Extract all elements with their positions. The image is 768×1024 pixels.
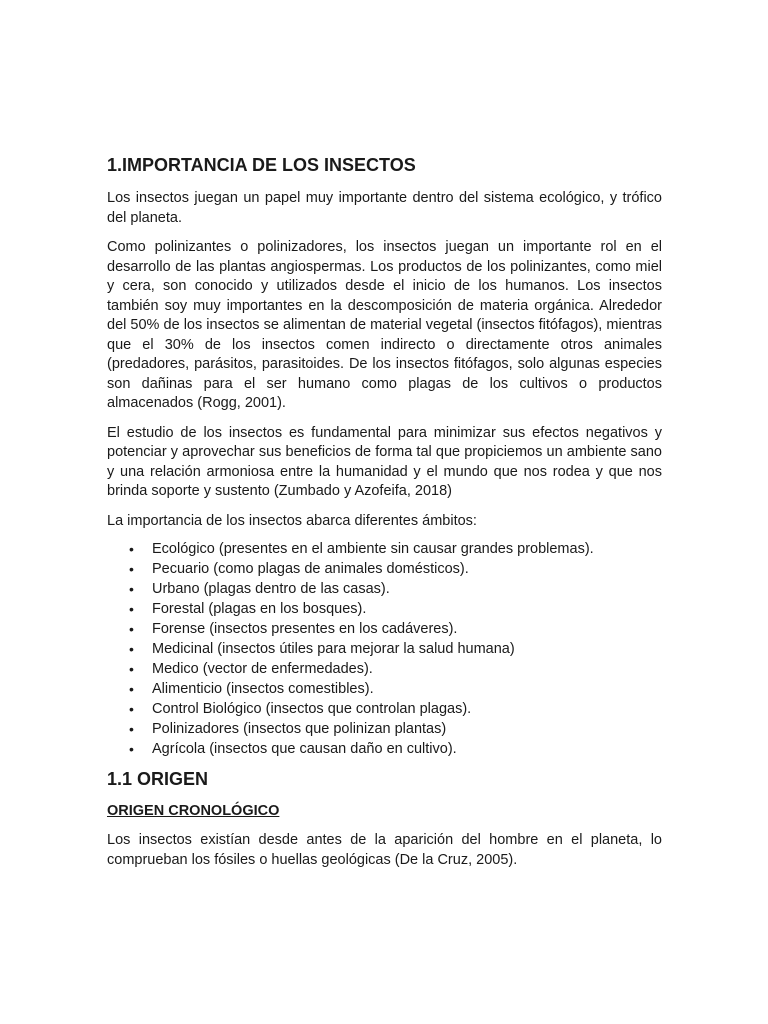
list-item-text: Agrícola (insectos que causan daño en cultivo). bbox=[152, 741, 457, 757]
document-page bbox=[107, 153, 662, 880]
section-heading-origen: 1.1 ORIGEN bbox=[107, 769, 209, 789]
list-item bbox=[107, 619, 662, 639]
list-item-text: Urbano (plagas dentro de las casas). bbox=[152, 581, 390, 597]
ambitos-list bbox=[107, 539, 662, 759]
list-item-text: Polinizadores (insectos que polinizan plantas) bbox=[152, 721, 447, 737]
bullet-icon: • bbox=[129, 581, 134, 597]
list-item-text: Forestal (plagas en los bosques). bbox=[152, 601, 367, 617]
bullet-icon: • bbox=[129, 621, 134, 637]
list-item bbox=[107, 679, 662, 699]
list-item-text: Medico (vector de enfermedades). bbox=[152, 661, 373, 677]
section-heading-importancia: 1.IMPORTANCIA DE LOS INSECTOS bbox=[107, 155, 416, 175]
bullet-icon: • bbox=[129, 541, 134, 557]
paragraph-polinizantes: Como polinizantes o polinizadores, los insectos juegan un importante rol en el desarrollo de las plantas angiospermas. Los productos de los polinizantes, como miel y cera, son conocido y utilizados desde el inicio de los humanos. Los insectos también soy muy importantes en la descomposición de materia orgánica. Alrededor del 50% de los insectos se alimentan de material vegetal (insectos fitófagos), mientras que el 30% de los insectos comen indirecto o directamente otros animales (predadores, parásitos, parasitoides. De los insectos fitófagos, solo algunas especies son dañinas para el ser humano como plagas de los cultivos o productos almacenados (Rogg, 2001). bbox=[107, 239, 662, 411]
bullet-icon: • bbox=[129, 561, 134, 577]
list-item-text: Medicinal (insectos útiles para mejorar la salud humana) bbox=[152, 641, 515, 657]
list-item bbox=[107, 699, 662, 719]
list-item-text: Ecológico (presentes en el ambiente sin causar grandes problemas). bbox=[152, 541, 594, 557]
list-item bbox=[107, 719, 662, 739]
list-item bbox=[107, 639, 662, 659]
bullet-icon: • bbox=[129, 601, 134, 617]
list-item-text: Control Biológico (insectos que controlan plagas). bbox=[152, 701, 472, 717]
list-item bbox=[107, 739, 662, 759]
list-item bbox=[107, 559, 662, 579]
bullet-icon: • bbox=[129, 661, 134, 677]
bullet-icon: • bbox=[129, 701, 134, 717]
list-item bbox=[107, 599, 662, 619]
bullet-icon: • bbox=[129, 741, 134, 757]
bullet-icon: • bbox=[129, 721, 134, 737]
list-item bbox=[107, 579, 662, 599]
subsection-heading-origen-cronologico: ORIGEN CRONOLÓGICO bbox=[107, 803, 280, 819]
list-item-text: Forense (insectos presentes en los cadáveres). bbox=[152, 621, 458, 637]
list-item-text: Alimenticio (insectos comestibles). bbox=[152, 681, 374, 697]
bullet-icon: • bbox=[129, 681, 134, 697]
bullet-icon: • bbox=[129, 641, 134, 657]
list-item bbox=[107, 659, 662, 679]
paragraph-intro: Los insectos juegan un papel muy importante dentro del sistema ecológico, y trófico del planeta. bbox=[107, 190, 662, 226]
paragraph-ambitos-intro: La importancia de los insectos abarca diferentes ámbitos: bbox=[107, 512, 477, 529]
paragraph-origen: Los insectos existían desde antes de la aparición del hombre en el planeta, lo comprueban los fósiles o huellas geológicas (De la Cruz, 2005). bbox=[107, 832, 662, 868]
list-item-text: Pecuario (como plagas de animales domésticos). bbox=[152, 561, 469, 577]
paragraph-estudio: El estudio de los insectos es fundamental para minimizar sus efectos negativos y potenciar y aprovechar sus beneficios de forma tal que propiciemos un ambiente sano y una relación armoniosa entre la humanidad y el mundo que nos rodea y que nos brinda soporte y sustento (Zumbado y Azofeifa, 2018) bbox=[107, 424, 662, 499]
list-item bbox=[107, 539, 662, 559]
